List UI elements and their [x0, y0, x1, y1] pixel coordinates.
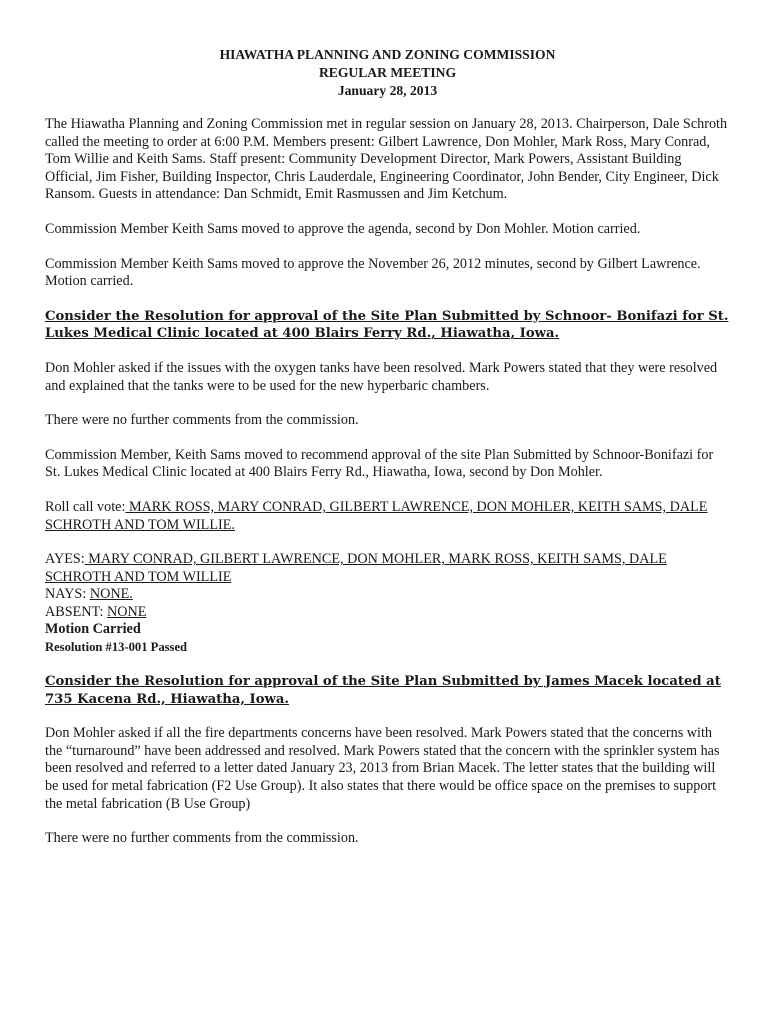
absent-line	[45, 604, 730, 622]
ayes-names: MARY CONRAD, GILBERT LAWRENCE, DON MOHLER, MARK ROSS, KEITH SAMS, DALE SCHROTH AND TOM WILLIE	[45, 551, 667, 585]
item1-no-comments: There were no further comments from the commission.	[45, 412, 359, 429]
item2-heading: Consider the Resolution for approval of the Site Plan Submitted by James Macek located at 735 Kacena Rd., Hiawatha, Iowa.	[45, 674, 721, 707]
header-date: January 28, 2013	[337, 83, 438, 98]
nays-label: NAYS:	[45, 586, 90, 603]
absent-value: NONE	[106, 603, 147, 620]
item2-no-comments: There were no further comments from the commission.	[45, 830, 359, 847]
intro-paragraph: The Hiawatha Planning and Zoning Commission met in regular session on January 28, 2013. Chairperson, Dale Schroth called the meeting to order at 6:00 P.M. Members present: Gilbert Lawrence, Don Mohler, Mark Ross, Mary Conrad, Tom Willie and Keith Sams. Staff present: Community Development Director, Mark Powers, Assistant Building Official, Jim Fisher, Building Inspector, Chris Lauderdale, Engineering Coordinator, John Bender, City Engineer, Dick Ransom. Guests in attendance: Dan Schmidt, Emit Rasmussen and Jim Ketchum.	[45, 116, 728, 203]
header-subtitle: REGULAR MEETING	[318, 65, 457, 80]
document-header	[45, 46, 730, 100]
absent-label: ABSENT:	[45, 603, 107, 620]
agenda-motion-paragraph: Commission Member Keith Sams moved to approve the agenda, second by Don Mohler. Motion carried.	[45, 220, 641, 237]
motion-carried: Motion Carried	[45, 621, 141, 638]
minutes-motion-paragraph: Commission Member Keith Sams moved to approve the November 26, 2012 minutes, second by Gilbert Lawrence. Motion carried.	[45, 255, 701, 290]
nays-line	[45, 586, 730, 604]
vote-results	[45, 551, 730, 656]
ayes-line	[45, 551, 730, 586]
roll-call-label: Roll call vote:	[45, 498, 126, 515]
roll-call-vote	[45, 499, 730, 534]
item2-discussion: Don Mohler asked if all the fire departments concerns have been resolved. Mark Powers stated that the concerns with the “turnaround” have been addressed and resolved. Mark Powers stated that the concern with the sprinkler system has been resolved and referred to a letter dated January 23, 2013 from Brian Macek. The letter states that the building will be used for metal fabrication (F2 Use Group). It also states that there would be office space on the premises to support the metal fabrication (B Use Group)	[45, 725, 720, 812]
document-page	[45, 46, 730, 865]
resolution-passed: Resolution #13-001 Passed	[45, 640, 188, 655]
item1-heading: Consider the Resolution for approval of the Site Plan Submitted by Schnoor- Bonifazi for St. Lukes Medical Clinic located at 400 Blairs Ferry Rd., Hiawatha, Iowa.	[45, 308, 729, 342]
item1-discussion: Don Mohler asked if the issues with the oxygen tanks have been resolved. Mark Powers stated that they were resolved and explained that the tanks were to be used for the new hyperbaric chambers.	[45, 359, 718, 394]
nays-value: NONE.	[89, 586, 133, 603]
ayes-label: AYES:	[45, 551, 85, 568]
header-title: HIAWATHA PLANNING AND ZONING COMMISSION	[219, 47, 556, 62]
roll-call-names: MARK ROSS, MARY CONRAD, GILBERT LAWRENCE, DON MOHLER, KEITH SAMS, DALE SCHROTH AND TOM WILLIE.	[45, 498, 708, 533]
item1-motion: Commission Member, Keith Sams moved to recommend approval of the site Plan Submitted by Schnoor-Bonifazi for St. Lukes Medical Clinic located at 400 Blairs Ferry Rd., Hiawatha, Iowa, second by Don Mohler.	[45, 446, 714, 481]
